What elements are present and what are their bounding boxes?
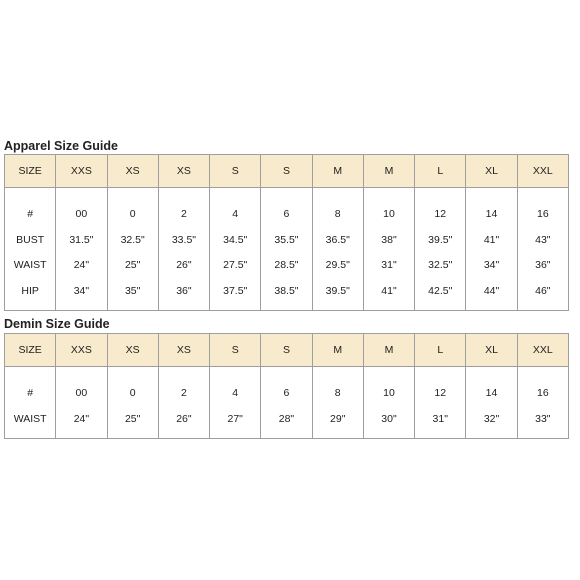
apparel-size-guide-title: Apparel Size Guide bbox=[4, 139, 118, 153]
table-cell: 00 bbox=[75, 387, 88, 399]
table-cell: 34" bbox=[483, 259, 500, 271]
table-column bbox=[466, 367, 517, 439]
table-cell: 24" bbox=[73, 412, 90, 425]
table-cell: 32.5" bbox=[120, 233, 145, 246]
header-cell: XXS bbox=[56, 334, 107, 367]
table-cell: 37.5" bbox=[223, 284, 248, 297]
table-cell: 46" bbox=[535, 284, 551, 297]
table-cell: 00 bbox=[75, 208, 88, 220]
table-column bbox=[363, 367, 414, 439]
header-cell: S bbox=[261, 155, 312, 188]
table-cell: WAIST bbox=[13, 412, 47, 425]
header-cell: XS bbox=[158, 334, 209, 367]
table-cell: 28.5" bbox=[274, 259, 299, 271]
table-cell: WAIST bbox=[13, 259, 47, 271]
table-body-row bbox=[5, 188, 569, 311]
table-cell: 26" bbox=[176, 412, 192, 425]
table-cell: 42.5" bbox=[428, 284, 453, 297]
header-cell: XXS bbox=[56, 155, 107, 188]
apparel-size-table bbox=[4, 154, 569, 311]
table-cell: 39.5" bbox=[428, 233, 453, 246]
table-cell: 26" bbox=[176, 259, 192, 271]
table-cell: 41" bbox=[483, 233, 500, 246]
table-column bbox=[158, 188, 209, 311]
table-cell: 29" bbox=[330, 412, 346, 425]
table-column bbox=[312, 188, 363, 311]
table-column bbox=[107, 367, 158, 439]
table-column bbox=[261, 188, 312, 311]
table-cell: 39.5" bbox=[325, 284, 350, 297]
table-cell: 27" bbox=[227, 412, 243, 425]
header-cell: M bbox=[363, 334, 414, 367]
table-cell: 8 bbox=[334, 387, 341, 399]
table-column bbox=[158, 367, 209, 439]
table-body-row bbox=[5, 367, 569, 439]
table-cell: 35" bbox=[124, 284, 141, 297]
table-column bbox=[107, 188, 158, 311]
table-cell: 43" bbox=[535, 233, 551, 246]
table-column bbox=[56, 188, 107, 311]
table-cell: 25" bbox=[124, 259, 141, 271]
table-cell: 6 bbox=[283, 387, 290, 399]
table-cell: 0 bbox=[129, 387, 136, 399]
denim-size-guide-title: Demin Size Guide bbox=[4, 317, 110, 331]
table-cell: HIP bbox=[21, 284, 39, 297]
table-cell: 34" bbox=[73, 284, 90, 297]
table-cell: 31" bbox=[432, 412, 448, 425]
table-column bbox=[5, 367, 56, 439]
table-column bbox=[466, 188, 517, 311]
table-cell: 16 bbox=[536, 208, 549, 220]
header-cell: S bbox=[210, 334, 261, 367]
table-cell: # bbox=[27, 208, 34, 220]
table-cell: 2 bbox=[181, 387, 187, 399]
table-cell: 31" bbox=[381, 259, 397, 271]
header-cell: M bbox=[312, 334, 363, 367]
table-column bbox=[5, 188, 56, 311]
table-cell: 25" bbox=[124, 412, 141, 425]
denim-size-table bbox=[4, 333, 569, 439]
header-cell: S bbox=[261, 334, 312, 367]
table-cell: 10 bbox=[383, 387, 395, 399]
table-cell: 27.5" bbox=[223, 259, 248, 271]
header-cell: XS bbox=[107, 334, 158, 367]
table-cell: 24" bbox=[73, 259, 90, 271]
table-cell: 41" bbox=[381, 284, 397, 297]
table-column bbox=[312, 367, 363, 439]
table-cell: 31.5" bbox=[69, 233, 94, 246]
table-cell: 4 bbox=[232, 387, 239, 399]
header-cell: M bbox=[312, 155, 363, 188]
table-cell: 35.5" bbox=[274, 233, 299, 246]
table-cell: # bbox=[27, 387, 34, 399]
header-cell: L bbox=[415, 155, 466, 188]
header-cell: M bbox=[363, 155, 414, 188]
table-cell: 14 bbox=[485, 208, 498, 220]
table-header-row bbox=[5, 334, 569, 367]
table-cell: 36" bbox=[176, 284, 192, 297]
table-cell: 38.5" bbox=[274, 284, 299, 297]
table-cell: 38" bbox=[381, 233, 397, 246]
table-column bbox=[210, 188, 261, 311]
table-cell: 36.5" bbox=[325, 233, 350, 246]
table-cell: 12 bbox=[434, 387, 447, 399]
table-cell: 32.5" bbox=[428, 259, 453, 271]
table-cell: 14 bbox=[485, 387, 498, 399]
table-column bbox=[517, 188, 568, 311]
header-cell: XS bbox=[107, 155, 158, 188]
table-cell: 16 bbox=[536, 387, 549, 399]
header-cell: XXL bbox=[517, 155, 568, 188]
table-header-row bbox=[5, 155, 569, 188]
header-cell: XL bbox=[466, 155, 517, 188]
header-cell: L bbox=[415, 334, 466, 367]
table-cell: 33.5" bbox=[171, 233, 197, 246]
table-cell: 10 bbox=[383, 208, 395, 220]
table-cell: 33" bbox=[535, 412, 551, 425]
table-column bbox=[363, 188, 414, 311]
table-column bbox=[261, 367, 312, 439]
table-cell: 12 bbox=[434, 208, 447, 220]
header-cell: S bbox=[210, 155, 261, 188]
table-column bbox=[415, 367, 466, 439]
table-cell: 29.5" bbox=[325, 259, 350, 271]
header-cell: SIZE bbox=[5, 155, 56, 188]
header-cell: XL bbox=[466, 334, 517, 367]
table-column bbox=[517, 367, 568, 439]
table-cell: 44" bbox=[483, 284, 500, 297]
table-cell: 2 bbox=[181, 208, 187, 220]
table-cell: 28" bbox=[278, 412, 295, 425]
table-cell: 6 bbox=[283, 208, 290, 220]
table-cell: 32" bbox=[483, 412, 500, 425]
table-cell: BUST bbox=[16, 233, 45, 246]
table-cell: 36" bbox=[535, 259, 551, 271]
table-cell: 4 bbox=[232, 208, 239, 220]
header-cell: SIZE bbox=[5, 334, 56, 367]
table-cell: 30" bbox=[381, 412, 397, 425]
table-cell: 8 bbox=[334, 208, 341, 220]
table-column bbox=[56, 367, 107, 439]
table-column bbox=[210, 367, 261, 439]
header-cell: XS bbox=[158, 155, 209, 188]
table-cell: 34.5" bbox=[223, 233, 248, 246]
header-cell: XXL bbox=[517, 334, 568, 367]
table-column bbox=[415, 188, 466, 311]
table-cell: 0 bbox=[129, 208, 136, 220]
